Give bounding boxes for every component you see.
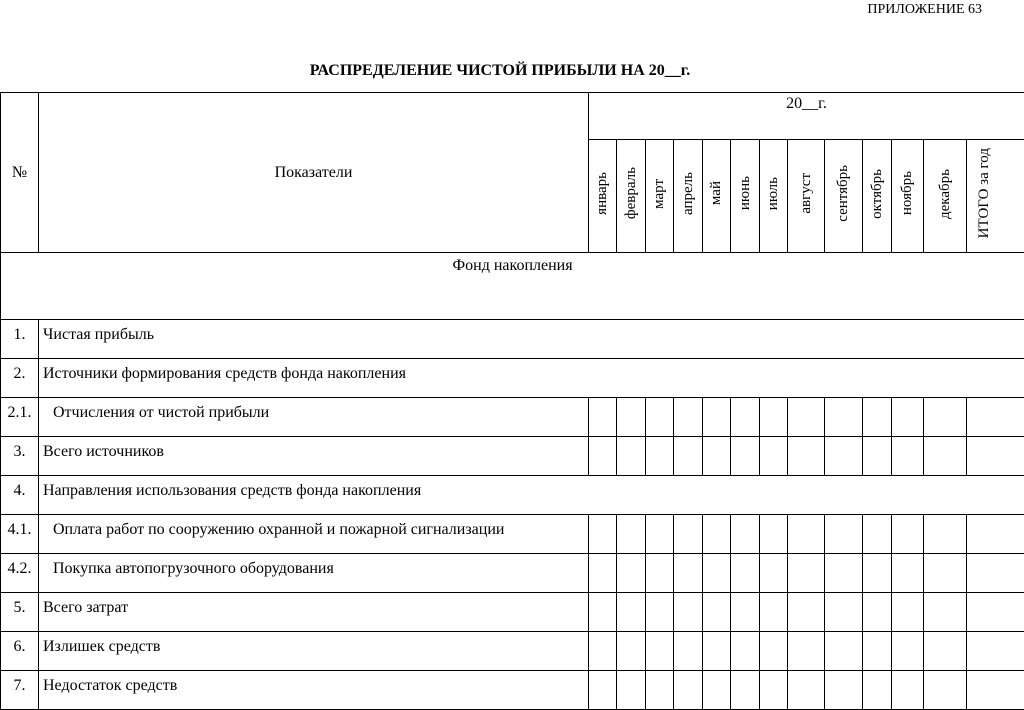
- value-cell[interactable]: [788, 515, 825, 554]
- row-label: Чистая прибыль: [39, 320, 1024, 359]
- value-cell[interactable]: [825, 671, 863, 710]
- value-cell[interactable]: [892, 554, 924, 593]
- value-cell[interactable]: [589, 554, 617, 593]
- header-month-label: октябрь: [869, 169, 886, 219]
- header-month: [788, 140, 825, 253]
- value-cell[interactable]: [703, 398, 731, 437]
- value-cell[interactable]: [924, 554, 967, 593]
- row-number: 5.: [1, 593, 39, 632]
- value-cell[interactable]: [892, 437, 924, 476]
- value-cell[interactable]: [967, 632, 1024, 671]
- value-cell[interactable]: [646, 554, 674, 593]
- header-month-label: март: [651, 179, 668, 209]
- row-number: 2.1.: [1, 398, 39, 437]
- value-cell[interactable]: [760, 632, 788, 671]
- value-cell[interactable]: [892, 632, 924, 671]
- value-cell[interactable]: [924, 515, 967, 554]
- value-cell[interactable]: [760, 671, 788, 710]
- value-cell[interactable]: [617, 437, 646, 476]
- header-month-label: сентябрь: [835, 165, 852, 222]
- value-cell[interactable]: [617, 632, 646, 671]
- header-month-label: ноябрь: [899, 171, 916, 215]
- value-cell[interactable]: [703, 515, 731, 554]
- value-cell[interactable]: [731, 671, 760, 710]
- value-cell[interactable]: [863, 632, 892, 671]
- value-cell[interactable]: [760, 398, 788, 437]
- value-cell[interactable]: [731, 593, 760, 632]
- value-cell[interactable]: [788, 671, 825, 710]
- row-number: 1.: [1, 320, 39, 359]
- row-number: 6.: [1, 632, 39, 671]
- table-row: [1, 593, 1024, 632]
- row-label: Всего источников: [39, 437, 589, 476]
- header-month: [646, 140, 674, 253]
- value-cell[interactable]: [589, 515, 617, 554]
- header-num: №: [1, 93, 39, 253]
- row-label: Покупка автопогрузочного оборудования: [39, 554, 589, 593]
- value-cell[interactable]: [863, 554, 892, 593]
- header-total: [967, 140, 1024, 253]
- table-row: [1, 632, 1024, 671]
- table-row: [1, 671, 1024, 710]
- value-cell[interactable]: [760, 554, 788, 593]
- value-cell[interactable]: [863, 398, 892, 437]
- value-cell[interactable]: [617, 593, 646, 632]
- header-month: [703, 140, 731, 253]
- table-row: [1, 398, 1024, 437]
- value-cell[interactable]: [825, 398, 863, 437]
- value-cell[interactable]: [646, 515, 674, 554]
- row-number: 4.1.: [1, 515, 39, 554]
- value-cell[interactable]: [646, 437, 674, 476]
- value-cell[interactable]: [617, 671, 646, 710]
- value-cell[interactable]: [967, 437, 1024, 476]
- value-cell[interactable]: [703, 437, 731, 476]
- value-cell[interactable]: [674, 554, 703, 593]
- row-number: 4.: [1, 476, 39, 515]
- value-cell[interactable]: [589, 437, 617, 476]
- row-label: Излишек средств: [39, 632, 589, 671]
- value-cell[interactable]: [825, 515, 863, 554]
- value-cell[interactable]: [617, 515, 646, 554]
- row-label: Всего затрат: [39, 593, 589, 632]
- value-cell[interactable]: [589, 671, 617, 710]
- value-cell[interactable]: [924, 437, 967, 476]
- row-label: Направления использования средств фонда накопления: [39, 476, 1024, 515]
- row-label: Оплата работ по сооружению охранной и пожарной сигнализации: [39, 515, 589, 554]
- value-cell[interactable]: [924, 632, 967, 671]
- value-cell[interactable]: [863, 593, 892, 632]
- header-month-label: апрель: [680, 172, 697, 215]
- page-title: РАСПРЕДЕЛЕНИЕ ЧИСТОЙ ПРИБЫЛИ НА 20__г.: [0, 62, 1000, 80]
- header-month-label: февраль: [623, 167, 640, 219]
- value-cell[interactable]: [731, 515, 760, 554]
- value-cell[interactable]: [674, 515, 703, 554]
- value-cell[interactable]: [863, 437, 892, 476]
- value-cell[interactable]: [788, 554, 825, 593]
- header-month-label: июнь: [737, 176, 754, 210]
- value-cell[interactable]: [825, 632, 863, 671]
- row-label: Недостаток средств: [39, 671, 589, 710]
- value-cell[interactable]: [967, 554, 1024, 593]
- value-cell[interactable]: [825, 554, 863, 593]
- value-cell[interactable]: [674, 632, 703, 671]
- value-cell[interactable]: [788, 593, 825, 632]
- header-month: [892, 140, 924, 253]
- value-cell[interactable]: [967, 593, 1024, 632]
- value-cell[interactable]: [924, 671, 967, 710]
- value-cell[interactable]: [892, 671, 924, 710]
- value-cell[interactable]: [703, 593, 731, 632]
- header-total-label: ИТОГО за год: [976, 148, 1016, 238]
- value-cell[interactable]: [760, 593, 788, 632]
- value-cell[interactable]: [863, 671, 892, 710]
- value-cell[interactable]: [967, 671, 1024, 710]
- value-cell[interactable]: [674, 398, 703, 437]
- value-cell[interactable]: [731, 398, 760, 437]
- header-month-label: май: [708, 181, 725, 205]
- value-cell[interactable]: [967, 398, 1024, 437]
- row-number: 3.: [1, 437, 39, 476]
- header-month: [731, 140, 760, 253]
- header-month-label: август: [798, 173, 815, 214]
- row-number: 2.: [1, 359, 39, 398]
- header-month-label: январь: [594, 172, 611, 215]
- value-cell[interactable]: [703, 632, 731, 671]
- table-row: [1, 320, 1024, 359]
- value-cell[interactable]: [674, 671, 703, 710]
- header-month: [825, 140, 863, 253]
- row-label: Отчисления от чистой прибыли: [39, 398, 589, 437]
- table-row: [1, 437, 1024, 476]
- section-title: Фонд накопления: [1, 253, 1024, 320]
- header-month: [617, 140, 646, 253]
- value-cell[interactable]: [892, 593, 924, 632]
- value-cell[interactable]: [703, 671, 731, 710]
- value-cell[interactable]: [617, 554, 646, 593]
- value-cell[interactable]: [646, 593, 674, 632]
- value-cell[interactable]: [924, 398, 967, 437]
- row-number: 7.: [1, 671, 39, 710]
- header-month: [863, 140, 892, 253]
- header-indicators: Показатели: [39, 93, 589, 253]
- value-cell[interactable]: [674, 437, 703, 476]
- value-cell[interactable]: [731, 632, 760, 671]
- value-cell[interactable]: [646, 632, 674, 671]
- value-cell[interactable]: [703, 554, 731, 593]
- value-cell[interactable]: [760, 437, 788, 476]
- value-cell[interactable]: [924, 593, 967, 632]
- value-cell[interactable]: [788, 632, 825, 671]
- header-year: 20__г.: [589, 93, 1024, 140]
- value-cell[interactable]: [788, 398, 825, 437]
- table-row: [1, 476, 1024, 515]
- value-cell[interactable]: [892, 515, 924, 554]
- value-cell[interactable]: [825, 437, 863, 476]
- value-cell[interactable]: [892, 398, 924, 437]
- header-month: [589, 140, 617, 253]
- value-cell[interactable]: [674, 593, 703, 632]
- profit-distribution-table: [0, 92, 1024, 710]
- header-month-label: июль: [765, 177, 782, 210]
- row-number: 4.2.: [1, 554, 39, 593]
- value-cell[interactable]: [617, 398, 646, 437]
- value-cell[interactable]: [646, 671, 674, 710]
- value-cell[interactable]: [731, 437, 760, 476]
- header-month: [924, 140, 967, 253]
- value-cell[interactable]: [760, 515, 788, 554]
- row-label: Источники формирования средств фонда накопления: [39, 359, 1024, 398]
- value-cell[interactable]: [967, 515, 1024, 554]
- value-cell[interactable]: [863, 515, 892, 554]
- value-cell[interactable]: [731, 554, 760, 593]
- header-month: [760, 140, 788, 253]
- value-cell[interactable]: [589, 398, 617, 437]
- value-cell[interactable]: [589, 632, 617, 671]
- value-cell[interactable]: [589, 593, 617, 632]
- table-row: [1, 359, 1024, 398]
- header-month-label: декабрь: [937, 169, 954, 219]
- table-row: [1, 515, 1024, 554]
- value-cell[interactable]: [646, 398, 674, 437]
- table-row: [1, 554, 1024, 593]
- header-month: [674, 140, 703, 253]
- value-cell[interactable]: [825, 593, 863, 632]
- appendix-label: ПРИЛОЖЕНИЕ 63: [867, 2, 982, 18]
- value-cell[interactable]: [788, 437, 825, 476]
